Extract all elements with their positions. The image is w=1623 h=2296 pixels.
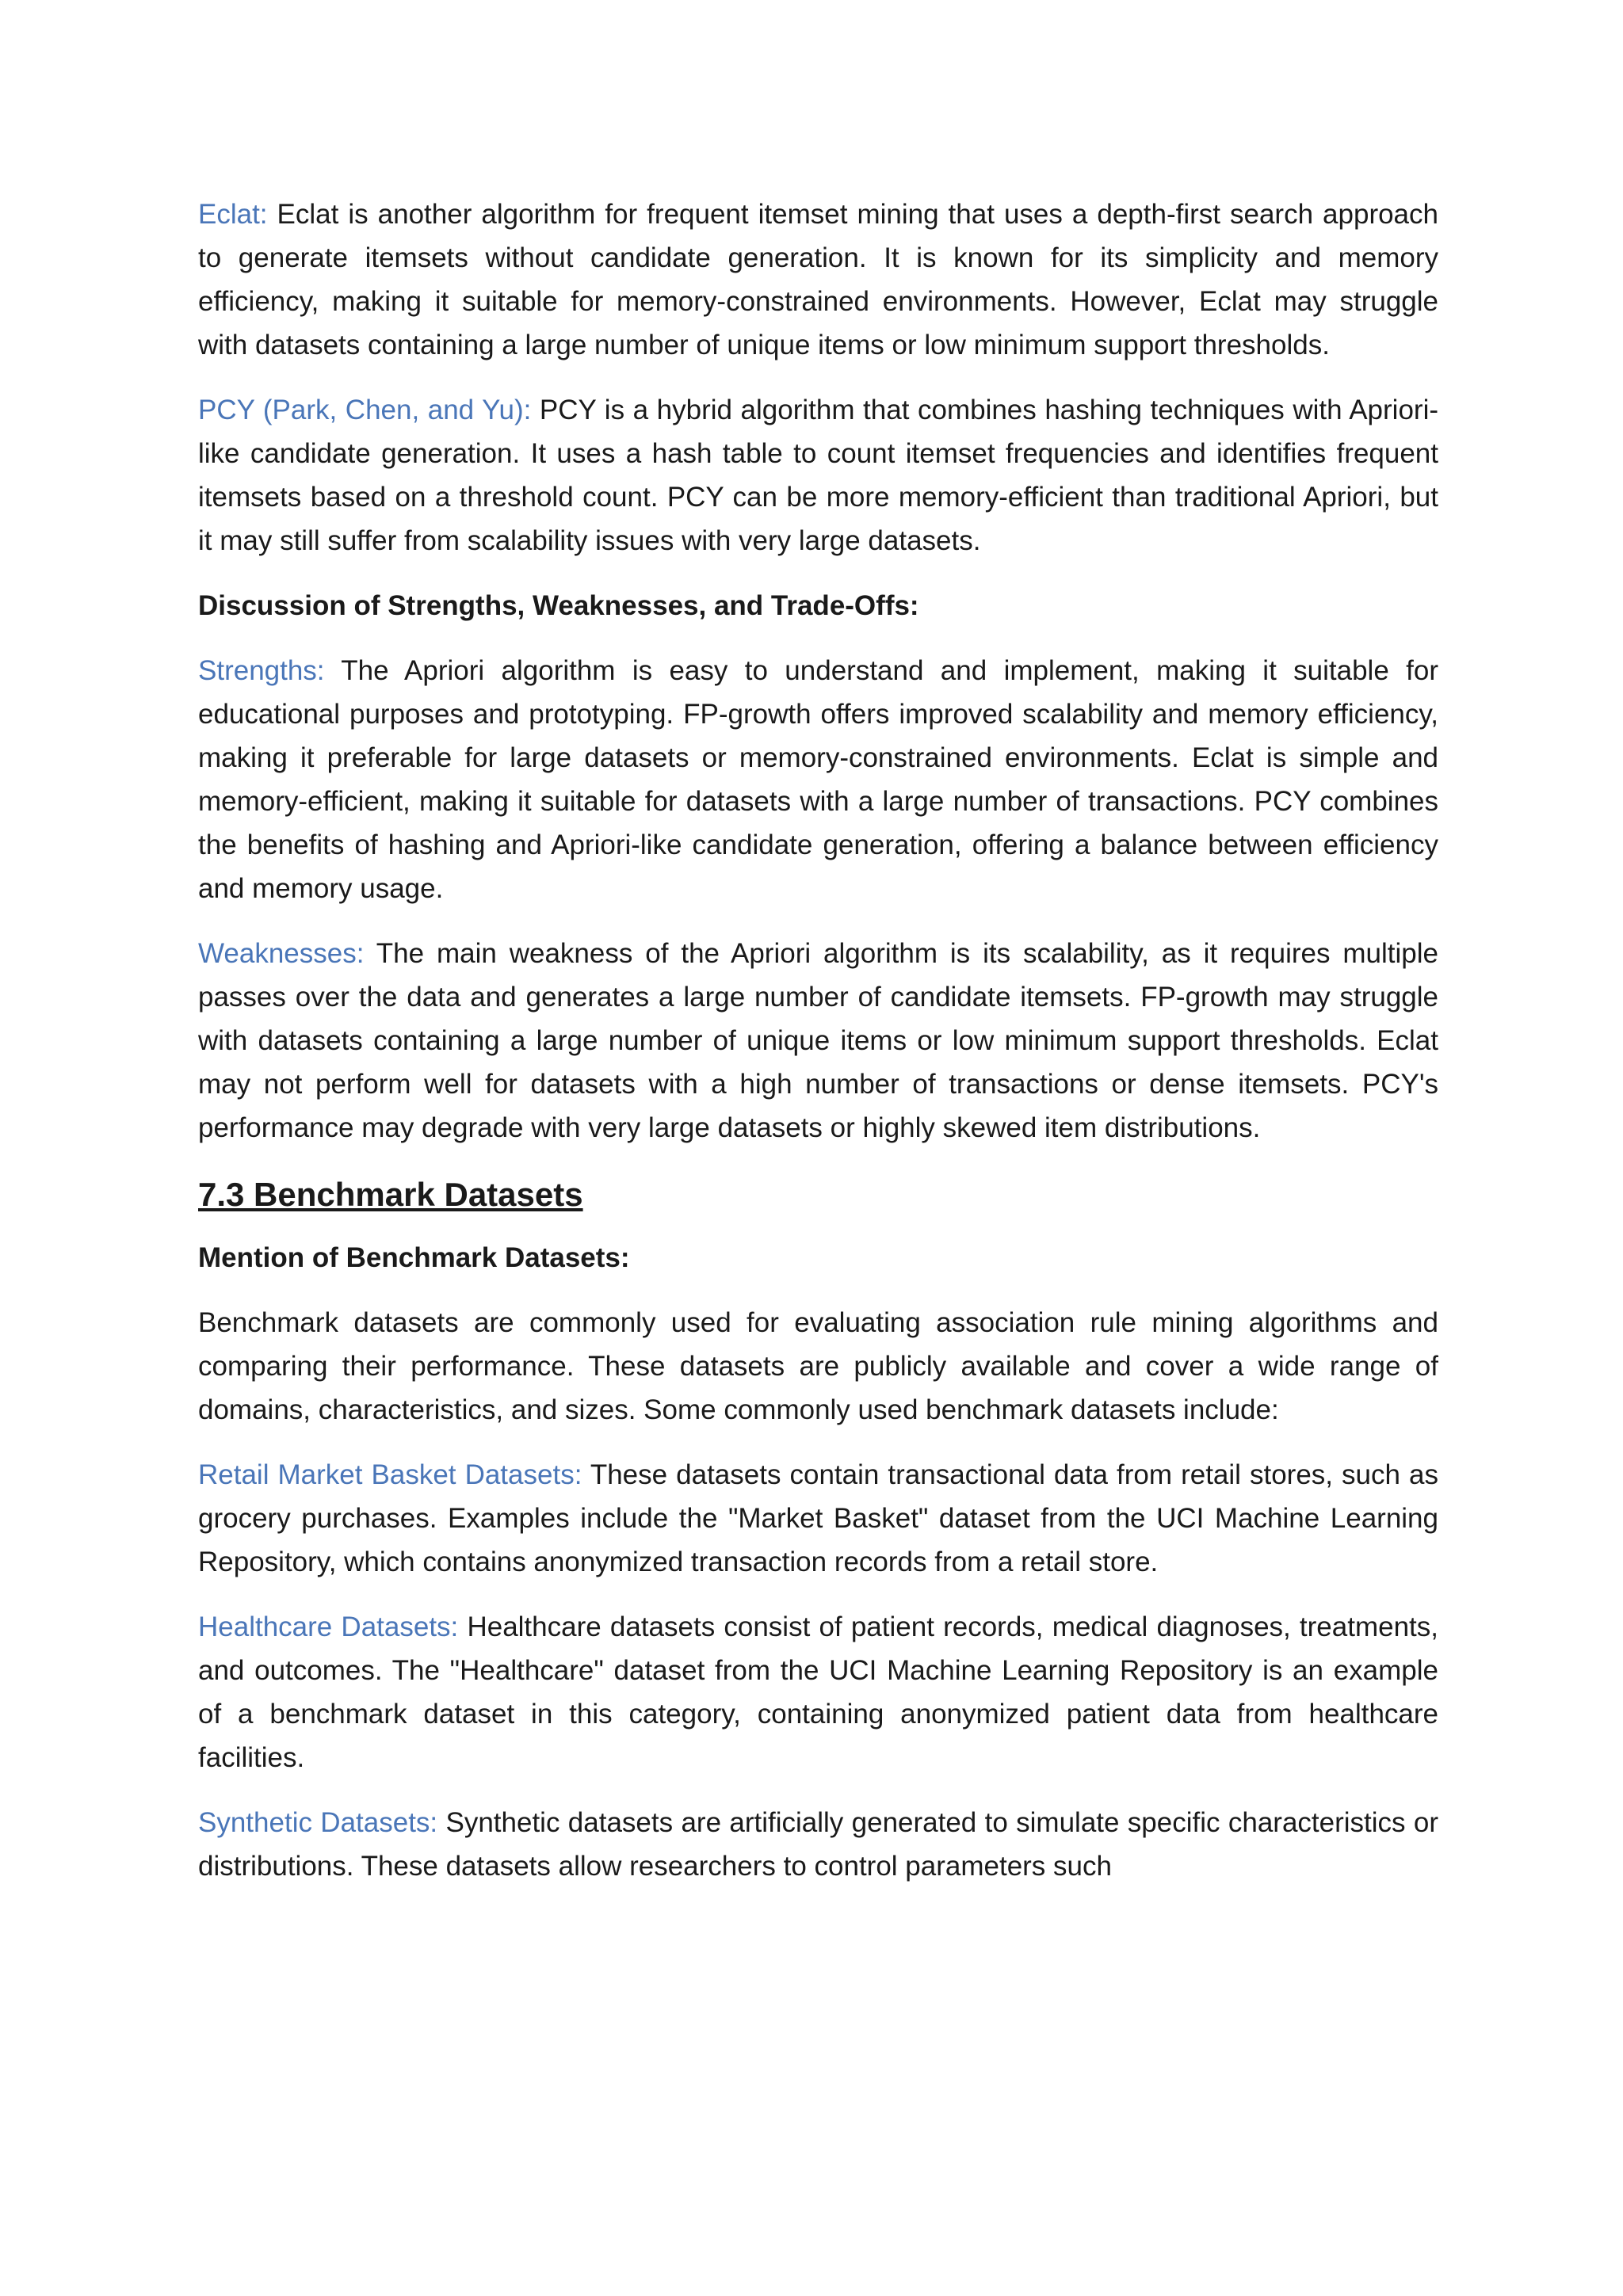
paragraph-eclat-text: Eclat is another algorithm for frequent itemset mining that uses a depth-first search approach to generate itemsets without candidate generation. It is known for its simplicity and memory efficiency, making it suitable for memory-constrained environments. However, Eclat may struggle with datasets containing a large number of unique items or low minimum support thresholds. — [198, 199, 1438, 360]
paragraph-eclat — [198, 193, 1438, 367]
term-weaknesses: Weaknesses: — [198, 938, 365, 969]
paragraph-intro: Benchmark datasets are commonly used for evaluating association rule mining algorithms and comparing their performance. These datasets are publicly available and cover a wide range of domains, characteristics, and sizes. Some commonly used benchmark datasets include: — [198, 1307, 1438, 1425]
paragraph-strengths-text: The Apriori algorithm is easy to understand and implement, making it suitable for educational purposes and prototyping. FP-growth offers improved scalability and memory efficiency, making it preferable for large datasets or memory-constrained environments. Eclat is simple and memory-efficient, making it suitable for datasets with a large number of transactions. PCY combines the benefits of hashing and Apriori-like candidate generation, offering a balance between efficiency and memory usage. — [198, 655, 1438, 904]
paragraph-pcy — [198, 388, 1438, 563]
term-healthcare: Healthcare Datasets: — [198, 1611, 459, 1642]
term-strengths: Strengths: — [198, 655, 325, 686]
paragraph-retail-text: These datasets contain transactional data from retail stores, such as grocery purchases. Examples include the "Market Basket" dataset from the UCI Machine Learning Repository, which contains anonymized transaction records from a retail store. — [198, 1459, 1438, 1577]
paragraph-weaknesses-text: The main weakness of the Apriori algorithm is its scalability, as it requires multiple passes over the data and generates a large number of candidate itemsets. FP-growth may struggle with datasets containing a large number of unique items or low minimum support thresholds. Eclat may not perform well for datasets with a high number of transactions or dense itemsets. PCY's performance may degrade with very large datasets or highly skewed item distributions. — [198, 938, 1438, 1143]
paragraph-healthcare — [198, 1605, 1438, 1779]
term-eclat: Eclat: — [198, 199, 268, 230]
paragraph-pcy-text: PCY is a hybrid algorithm that combines hashing techniques with Apriori-like candidate generation. It uses a hash table to count itemset frequencies and identifies frequent itemsets based on a threshold count. PCY can be more memory-efficient than traditional Apriori, but it may still suffer from scalability issues with very large datasets. — [198, 395, 1439, 556]
paragraph-weaknesses — [198, 932, 1438, 1150]
document-page — [198, 193, 1438, 1909]
term-retail: Retail Market Basket Datasets: — [198, 1459, 582, 1490]
paragraph-strengths — [198, 649, 1438, 910]
mention-heading: Mention of Benchmark Datasets: — [198, 1242, 630, 1273]
paragraph-synthetic-text: Synthetic datasets are artificially generated to simulate specific characteristics or distributions. These datasets allow researchers to control parameters such — [198, 1807, 1438, 1882]
discussion-heading: Discussion of Strengths, Weaknesses, and Trade-Offs: — [198, 590, 919, 621]
paragraph-synthetic — [198, 1801, 1438, 1888]
paragraph-healthcare-text: Healthcare datasets consist of patient records, medical diagnoses, treatments, and outcomes. The "Healthcare" dataset from the UCI Machine Learning Repository is an example of a benchmark dataset in this category, containing anonymized patient data from healthcare facilities. — [198, 1611, 1439, 1773]
section-heading: 7.3 Benchmark Datasets — [198, 1176, 583, 1213]
term-pcy: PCY (Park, Chen, and Yu): — [198, 395, 532, 425]
paragraph-retail — [198, 1453, 1438, 1584]
term-synthetic: Synthetic Datasets: — [198, 1807, 438, 1838]
